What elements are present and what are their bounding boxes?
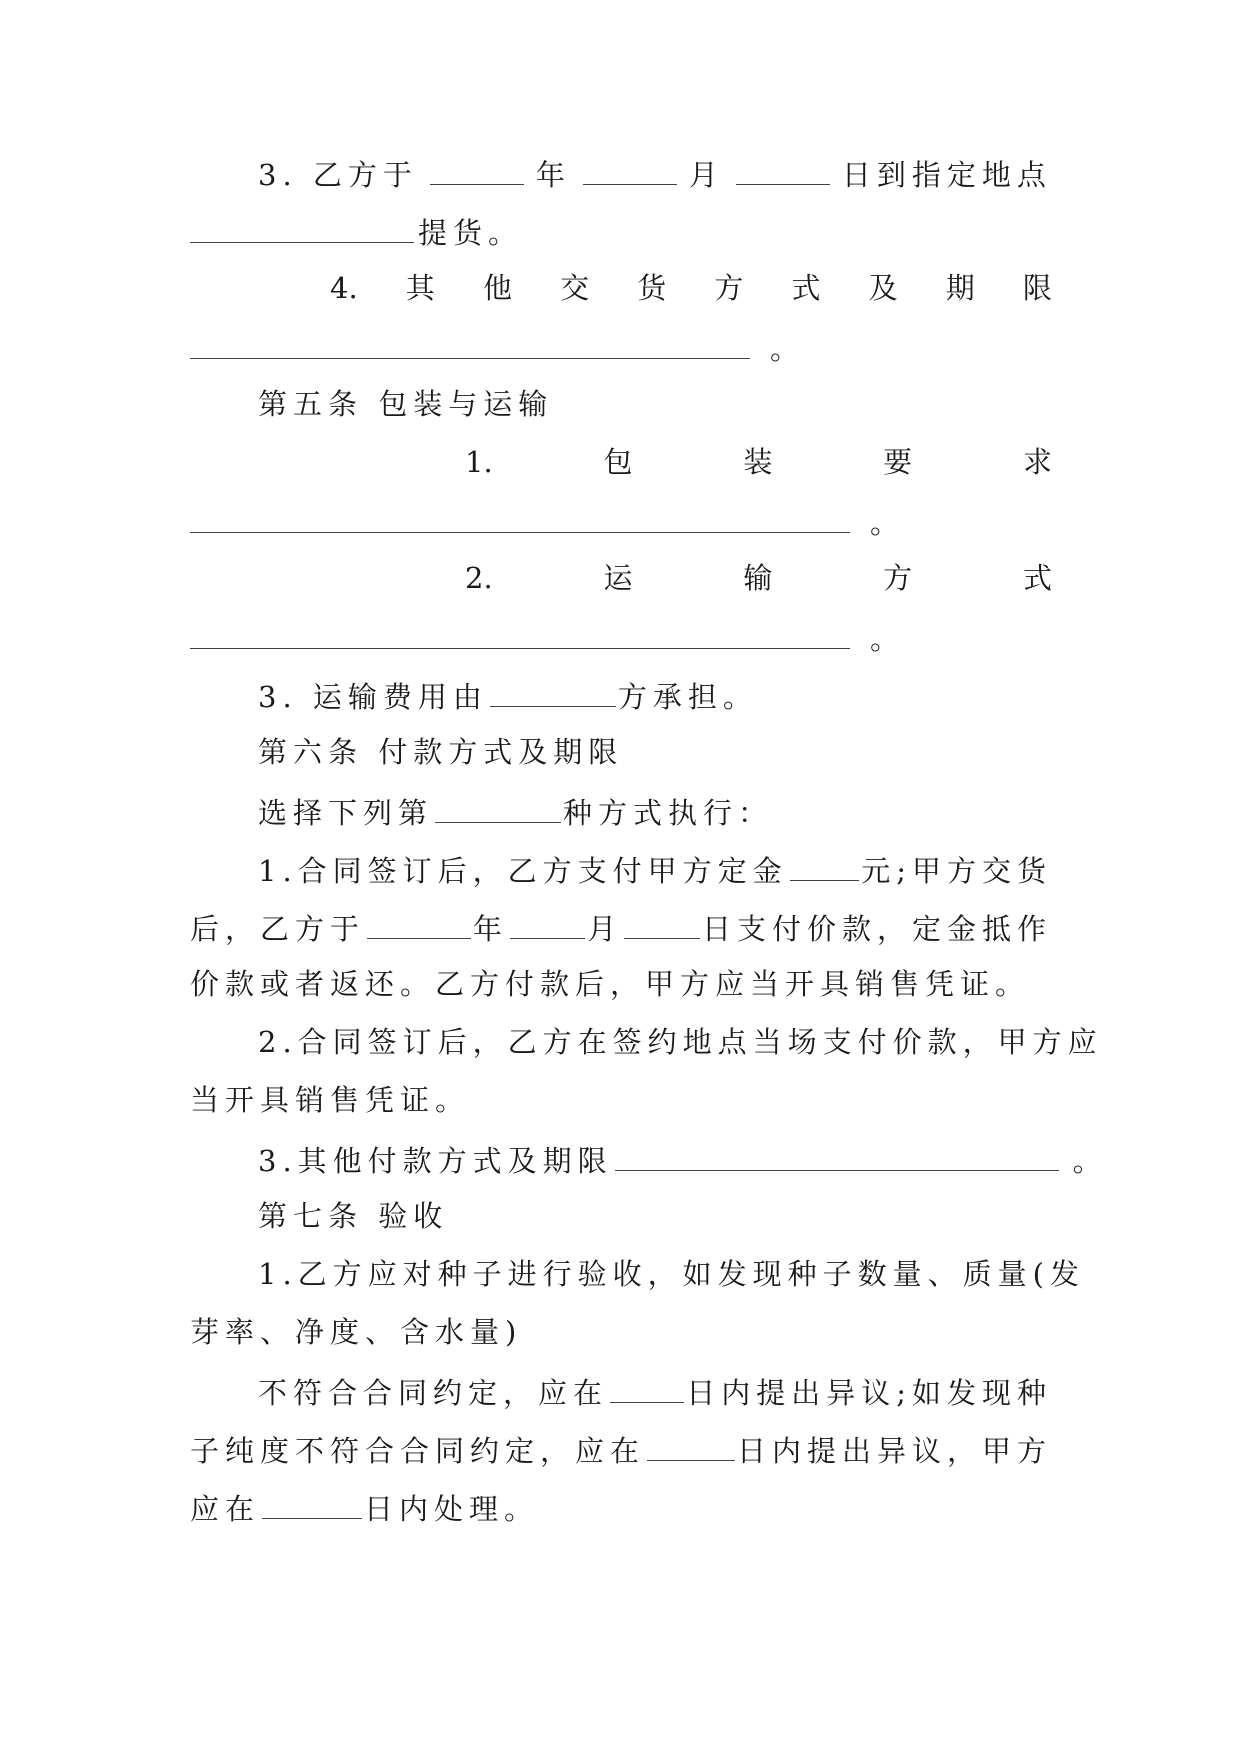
text-segment: 日内处理。	[364, 1492, 540, 1526]
blank-line	[190, 502, 1052, 542]
item-number: 1.	[465, 445, 493, 479]
spaced-char: 式	[1022, 561, 1052, 595]
spaced-char: 运	[603, 561, 633, 595]
blank-location	[190, 212, 414, 243]
blank-day	[736, 154, 830, 185]
spaced-char: 他	[482, 271, 512, 305]
blank-year	[430, 154, 524, 185]
transport-cost-line	[258, 676, 1120, 716]
payment-option-1	[258, 850, 1052, 890]
payment-date-line	[190, 908, 1052, 948]
item-number: 4.	[330, 271, 358, 305]
text-segment: 月	[688, 158, 724, 192]
text-segment: 种方式执行：	[563, 796, 774, 830]
spaced-char: 限	[1022, 271, 1052, 305]
spaced-char: 其	[405, 271, 435, 305]
blank-days	[610, 1372, 684, 1403]
text-segment: 元;甲方交货	[861, 854, 1052, 888]
section-heading-6: 第六条 付款方式及期限	[258, 735, 624, 769]
period: 。	[870, 506, 900, 540]
blank-month	[583, 154, 677, 185]
section-heading-5: 第五条 包装与运输	[258, 387, 554, 421]
text-segment: 提货。	[418, 216, 524, 250]
purity-objection-line	[190, 1430, 1052, 1470]
text-segment: 3.其他付款方式及期限	[258, 1144, 613, 1178]
paragraph-line: 芽率、净度、含水量)	[190, 1315, 523, 1349]
blank-month	[510, 908, 586, 939]
packaging-heading	[465, 444, 1052, 484]
text-segment: 日内提出异议;如发现种	[686, 1376, 1052, 1410]
delivery-date-line	[258, 154, 1052, 194]
period: 。	[870, 622, 900, 656]
text-segment: 日内提出异议，甲方	[736, 1434, 1052, 1468]
blank-method	[435, 792, 561, 823]
text-segment: 后，乙方于	[190, 912, 366, 946]
item-number: 2.	[465, 561, 493, 595]
text-segment: 应在	[190, 1492, 261, 1526]
spaced-char: 货	[637, 271, 667, 305]
text-segment: 不符合合同约定，应在	[258, 1376, 609, 1410]
inspection-item-1: 1.乙方应对种子进行验收，如发现种子数量、质量(发	[258, 1257, 1085, 1291]
text-segment: 年	[472, 912, 508, 946]
blank-line	[190, 618, 1052, 658]
spaced-char: 要	[883, 445, 913, 479]
text-segment: 3. 乙方于	[258, 158, 418, 192]
period: 。	[770, 332, 800, 366]
spaced-char: 及	[868, 271, 898, 305]
blank-party	[490, 676, 616, 707]
text-segment: 月	[587, 912, 623, 946]
spaced-char: 包	[603, 445, 633, 479]
handling-line	[190, 1488, 1052, 1528]
paragraph-line: 当开具销售凭证。	[190, 1083, 471, 1117]
objection-line	[258, 1372, 1052, 1412]
period: 。	[1072, 1144, 1108, 1178]
blank-other-payment	[615, 1140, 1059, 1171]
blank-other-delivery	[190, 328, 750, 359]
spaced-char: 式	[791, 271, 821, 305]
text-segment: 3. 运输费用由	[258, 680, 488, 714]
payment-option-3	[258, 1140, 1120, 1180]
text-segment: 方承担。	[617, 680, 758, 714]
payment-option-2: 2.合同签订后，乙方在签约地点当场支付价款，甲方应	[258, 1025, 1103, 1059]
transport-heading	[465, 560, 1052, 600]
paragraph-line: 价款或者返还。乙方付款后，甲方应当开具销售凭证。	[190, 967, 1031, 1001]
spaced-char: 装	[743, 445, 773, 479]
choose-method-line	[258, 792, 1120, 832]
text-segment: 子纯度不符合合同约定，应在	[190, 1434, 646, 1468]
text-segment: 1.合同签订后，乙方支付甲方定金	[258, 854, 788, 888]
text-segment: 选择下列第	[258, 796, 434, 830]
spaced-char: 期	[945, 271, 975, 305]
spaced-char: 方	[883, 561, 913, 595]
pickup-line	[190, 212, 1052, 252]
blank-days	[647, 1430, 735, 1461]
section-heading-7: 第七条 验收	[258, 1199, 449, 1233]
blank-day	[624, 908, 700, 939]
other-delivery-heading	[330, 270, 1052, 310]
spaced-char: 求	[1022, 445, 1052, 479]
blank-days	[262, 1488, 362, 1519]
text-segment: 年	[535, 158, 571, 192]
spaced-char: 输	[743, 561, 773, 595]
blank-deposit	[790, 850, 860, 881]
blank-year	[367, 908, 471, 939]
blank-line	[190, 328, 1052, 368]
spaced-char: 交	[560, 271, 590, 305]
spaced-char: 方	[714, 271, 744, 305]
blank-transport	[190, 618, 850, 649]
text-segment: 日到指定地点	[841, 158, 1052, 192]
text-segment: 日支付价款，定金抵作	[701, 912, 1052, 946]
blank-packaging	[190, 502, 850, 533]
